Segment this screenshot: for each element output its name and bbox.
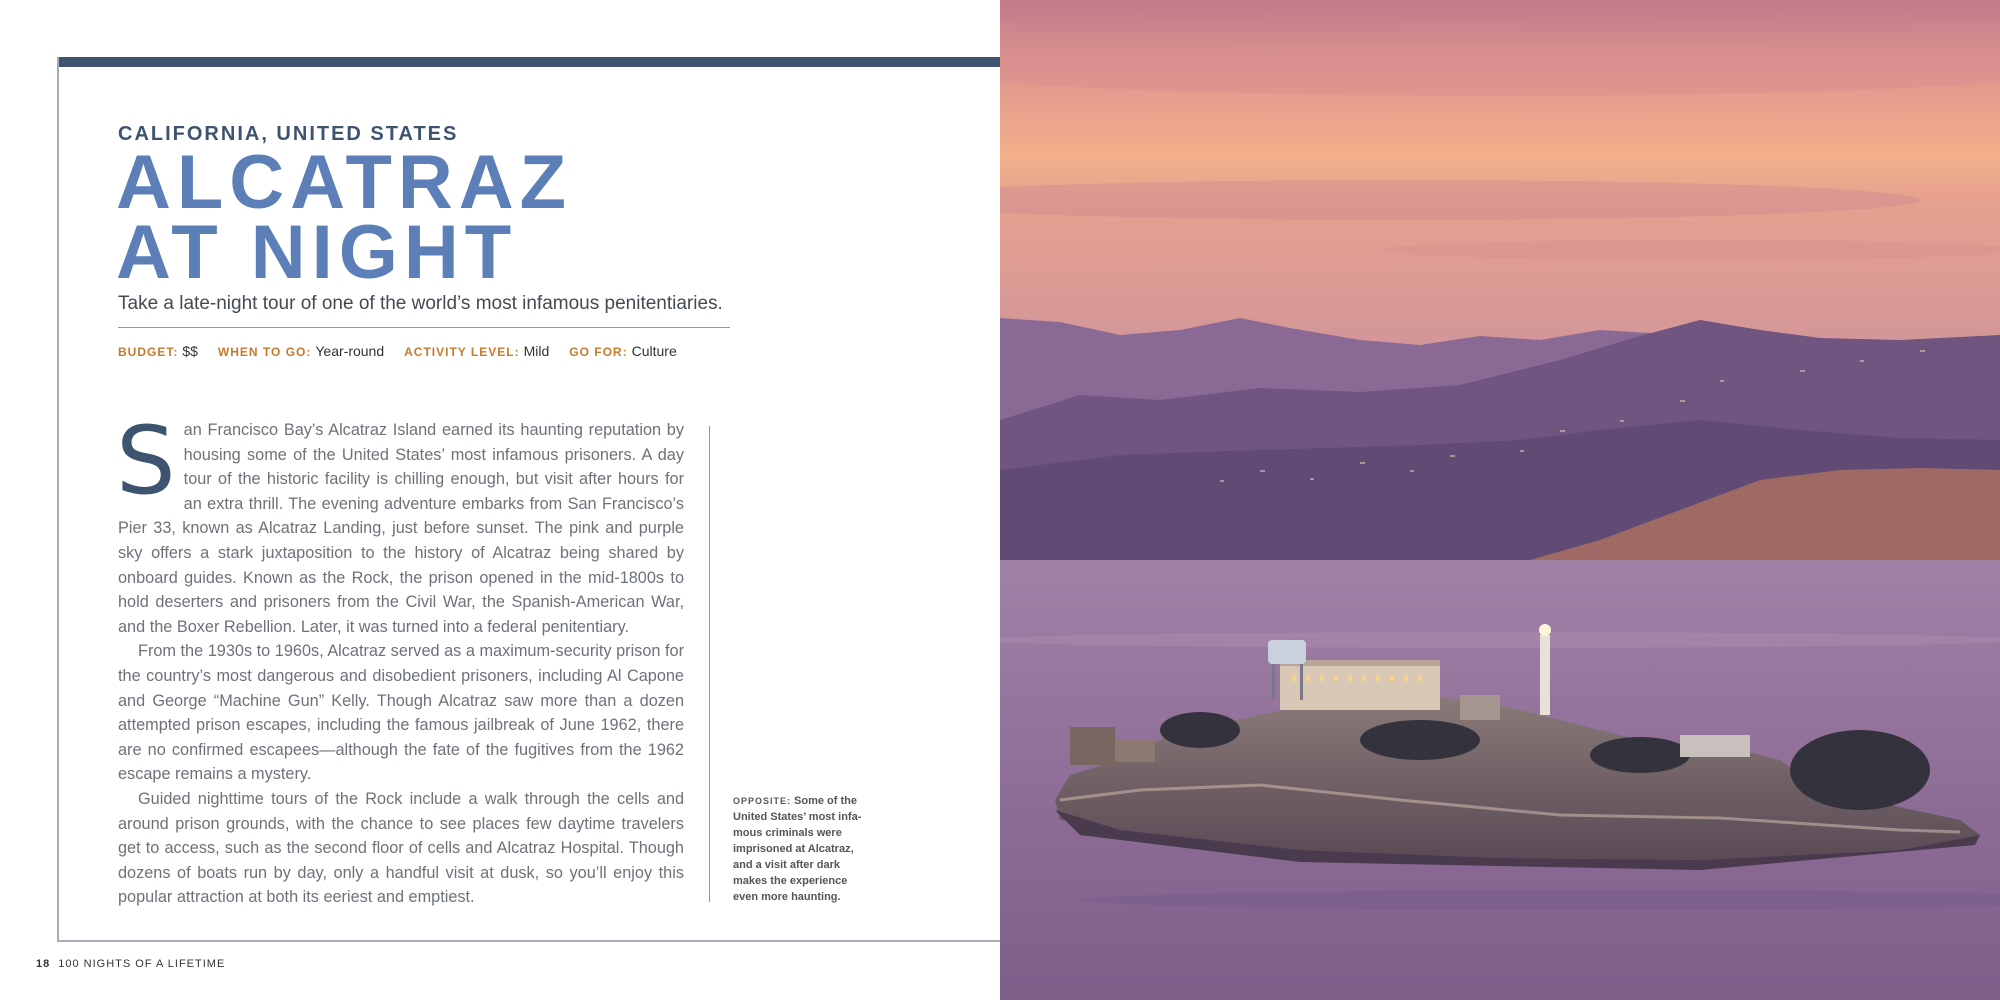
trip-facts: [118, 343, 677, 359]
page-title: [116, 140, 573, 295]
meta-value: Year-round: [315, 343, 385, 359]
meta-when-to-go: [218, 343, 384, 359]
meta-value: Mild: [523, 343, 550, 359]
caption-text: Some of the United States’ most infa-mous criminals were imprisoned at Alcatraz, and a visit after dark makes the experience even more haunting.: [733, 795, 862, 903]
meta-value: $$: [182, 343, 198, 359]
title-line-2: AT NIGHT: [116, 210, 518, 295]
article-body: [116, 407, 684, 910]
location-kicker: CALIFORNIA, UNITED STATES: [118, 123, 459, 145]
folio: [36, 958, 225, 970]
paragraph-3: Guided nighttime tours of the Rock include a walk through the cells and around prison grounds, with the chance to see places few daytime travelers get to access, such as the second floor of cells and Alcatraz Hospital. Though dozens of boats run by day, only a handful visit at dusk, so you’ll enjoy this popular attraction at both its eeriest and emptiest.: [118, 789, 684, 907]
subtitle-rule: [118, 327, 730, 328]
photo-caption: [733, 793, 873, 905]
caption-label: OPPOSITE:: [733, 796, 792, 806]
page-number: 18: [36, 958, 51, 970]
meta-label: ACTIVITY LEVEL:: [404, 345, 520, 359]
paragraph-2: From the 1930s to 1960s, Alcatraz served as a maximum-security prison for the country’s most dangerous and disobedient prisoners, including Al Capone and George “Machine Gun” Kelly. Though Alcatraz saw more than a dozen attempted prison escapes, including the famous jailbreak of June 1962, there are no confirmed escapees—although the fate of the fugitives from the 1962 escape remains a mystery.: [118, 642, 684, 784]
meta-label: GO FOR:: [569, 345, 628, 359]
alcatraz-photo: [1000, 0, 2000, 1000]
frame-bottom-rule: [57, 940, 1000, 942]
frame-left-rule: [57, 57, 59, 942]
meta-label: BUDGET:: [118, 345, 179, 359]
paragraph-1-text: an Francisco Bay’s Alcatraz Island earned its haunting reputation by housing some of the United States’ most infamous prisoners. A day tour of the historic facility is chilling enough, but visit after hours for an extra thrill. The evening adventure embarks from San Francisco’s Pier 33, known as Alcatraz Landing, just before sunset. The pink and purple sky offers a stark juxtaposition to the history of Alcatraz being shared by onboard guides. Known as the Rock, the prison opened in the mid-1800s to hold deserters and prisoners from the Civil War, the Spanish-American War, and the Boxer Rebellion. Later, it was turned into a federal penitentiary.: [118, 421, 684, 636]
meta-label: WHEN TO GO:: [217, 345, 312, 359]
drop-cap: S: [116, 407, 176, 516]
meta-activity-level: [404, 343, 549, 359]
subtitle: Take a late-night tour of one of the world’s most infamous penitentiaries.: [118, 293, 723, 314]
meta-go-for: [569, 343, 676, 359]
frame-top-bar: [57, 57, 1000, 67]
meta-budget: [118, 343, 198, 359]
book-title: 100 NIGHTS OF A LIFETIME: [58, 958, 226, 970]
caption-divider: [709, 426, 710, 902]
title-line-1: ALCATRAZ: [116, 140, 573, 225]
paragraph-1: [116, 407, 684, 639]
meta-value: Culture: [631, 343, 677, 359]
alcatraz-island-image: [1000, 0, 2000, 1000]
